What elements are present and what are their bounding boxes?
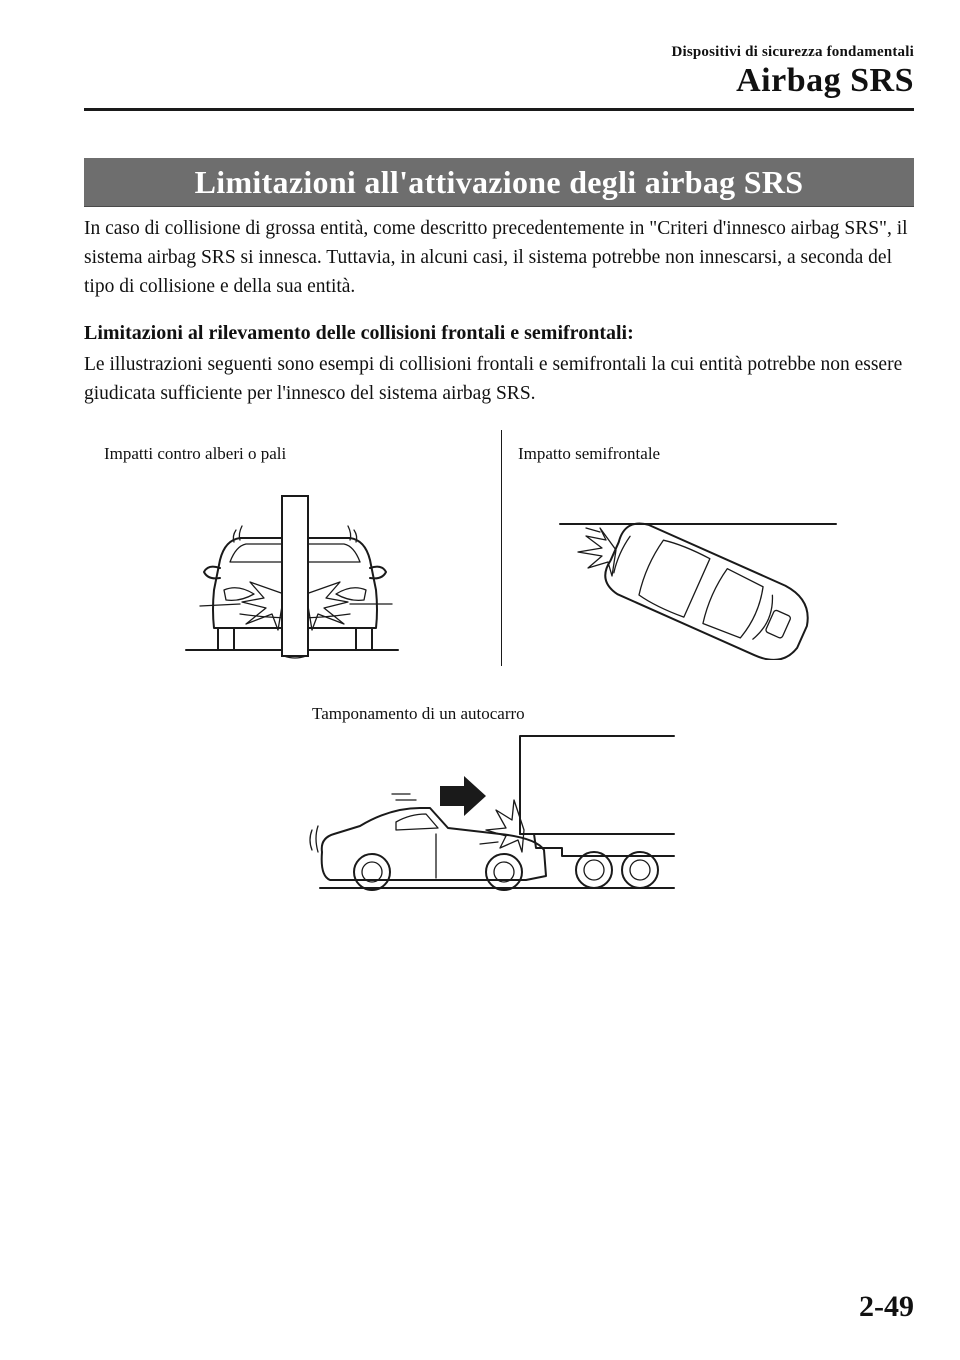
page-number: 2-49 [859,1290,914,1323]
intro-paragraph: In caso di collisione di grossa entità, come descritto precedentemente in "Criteri d'innesco airbag SRS", il sistema airbag SRS si innesca. Tuttavia, in alcuni casi, il sistema potrebbe non innescarsi, a seconda del tipo di collisione e della sua entità. [84,218,908,297]
header-rule [84,108,914,111]
chapter-title: Airbag SRS [736,62,914,99]
truck-impact-illustration [300,730,680,900]
oblique-impact-caption: Impatto semifrontale [518,444,661,463]
truck-impact-caption: Tamponamento di un autocarro [312,704,525,723]
frontal-heading: Limitazioni al rilevamento delle collisioni frontali e semifrontali: [84,322,634,344]
pole-impact-illustration [180,490,410,660]
pole-impact-caption: Impatti contro alberi o pali [104,444,287,463]
section-title: Dispositivi di sicurezza fondamentali [671,44,914,60]
section-banner: Limitazioni all'attivazione degli airbag SRS [84,158,914,207]
frontal-paragraph: Le illustrazioni seguenti sono esempi di collisioni frontali e semifrontali la cui entità potrebbe non essere giudicata sufficiente per l'innesco del sistema airbag SRS. [84,354,903,404]
oblique-impact-illustration [556,510,846,660]
figure-divider [501,430,502,666]
